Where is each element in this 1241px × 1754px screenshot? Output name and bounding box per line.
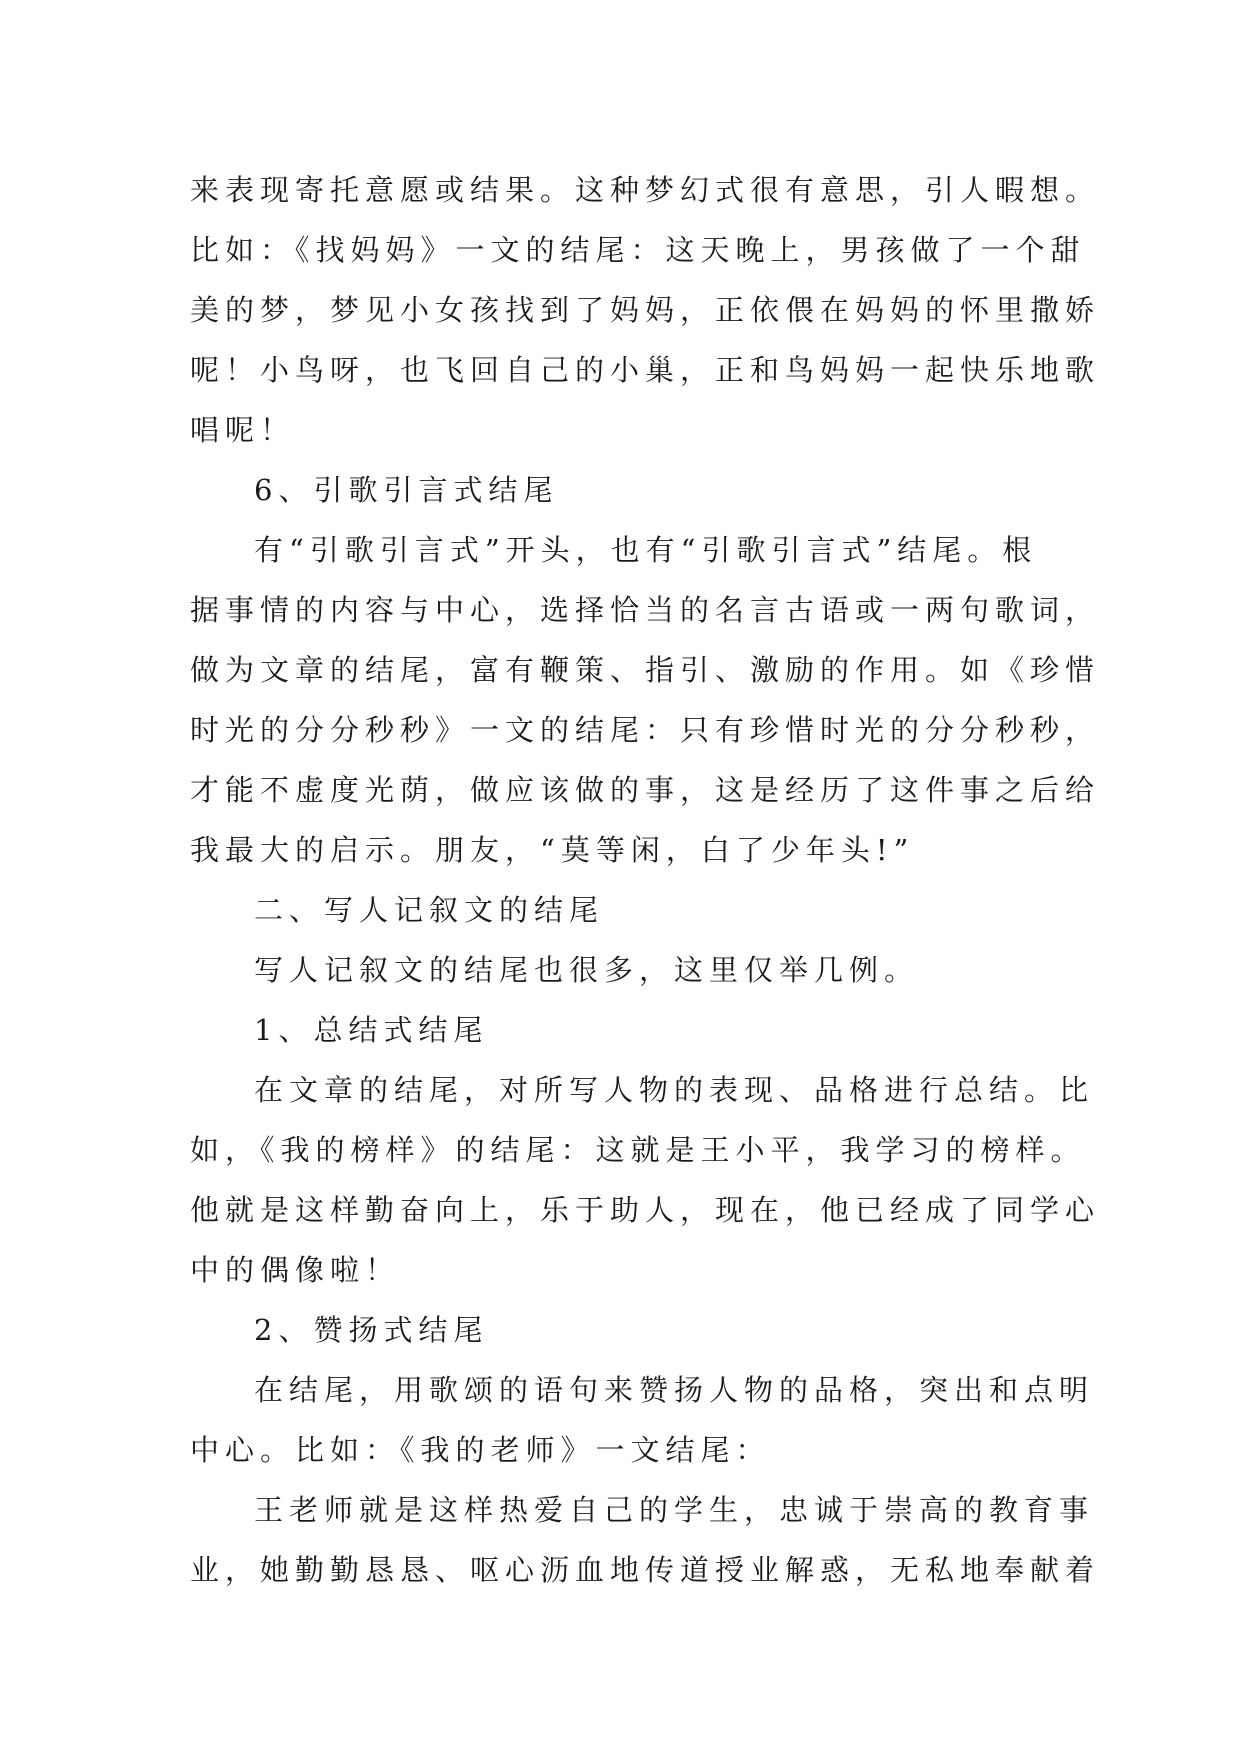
- text-line-22: 中心。比如：《我的老师》一文结尾：: [190, 1433, 771, 1467]
- text-line-21: 在结尾，用歌颂的语句来赞扬人物的品格，突出和点明: [254, 1373, 1095, 1407]
- text-line-1: 来表现寄托意愿或结果。这种梦幻式很有意思，引人暇想。: [190, 173, 1101, 207]
- text-line-8: 据事情的内容与中心，选择恰当的名言古语或一两句歌词，: [190, 593, 1101, 627]
- subsection-heading-1: 1、总结式结尾: [254, 1013, 489, 1047]
- text-line-11: 才能不虚度光荫，做应该做的事，这是经历了这件事之后给: [190, 773, 1101, 807]
- text-line-12: 我最大的启示。朋友，“莫等闲，白了少年头!”: [190, 833, 915, 867]
- text-line-5: 唱呢！: [190, 413, 296, 447]
- text-line-7: 有“引歌引言式”开头，也有“引歌引言式”结尾。根: [254, 533, 1038, 567]
- text-line-9: 做为文章的结尾，富有鞭策、指引、激励的作用。如《珍惜: [190, 653, 1101, 687]
- text-line-16: 在文章的结尾，对所写人物的表现、品格进行总结。比: [254, 1073, 1095, 1107]
- text-line-10: 时光的分分秒秒》一文的结尾：只有珍惜时光的分分秒秒，: [190, 713, 1101, 747]
- document-page: [190, 160, 1101, 1600]
- text-line-4: 呢！小鸟呀，也飞回自己的小巢，正和鸟妈妈一起快乐地歌: [190, 353, 1101, 387]
- text-line-19: 中的偶像啦！: [190, 1253, 401, 1287]
- text-line-17: 如，《我的榜样》的结尾：这就是王小平，我学习的榜样。: [190, 1133, 1086, 1167]
- section-heading-2: 二、写人记叙文的结尾: [254, 893, 605, 927]
- text-line-23: 王老师就是这样热爱自己的学生，忠诚于崇高的教育事: [254, 1493, 1095, 1527]
- subsection-heading-2: 2、赞扬式结尾: [254, 1313, 489, 1347]
- text-line-14: 写人记叙文的结尾也很多，这里仅举几例。: [254, 953, 920, 987]
- text-line-3: 美的梦，梦见小女孩找到了妈妈，正依偎在妈妈的怀里撒娇: [190, 293, 1101, 327]
- section-heading-6: 6、引歌引言式结尾: [254, 473, 559, 507]
- text-line-18: 他就是这样勤奋向上，乐于助人，现在，他已经成了同学心: [190, 1193, 1101, 1227]
- text-line-24: 业，她勤勤恳恳、呕心沥血地传道授业解惑，无私地奉献着: [190, 1553, 1101, 1587]
- text-line-2: 比如：《找妈妈》一文的结尾：这天晚上，男孩做了一个甜: [190, 233, 1086, 267]
